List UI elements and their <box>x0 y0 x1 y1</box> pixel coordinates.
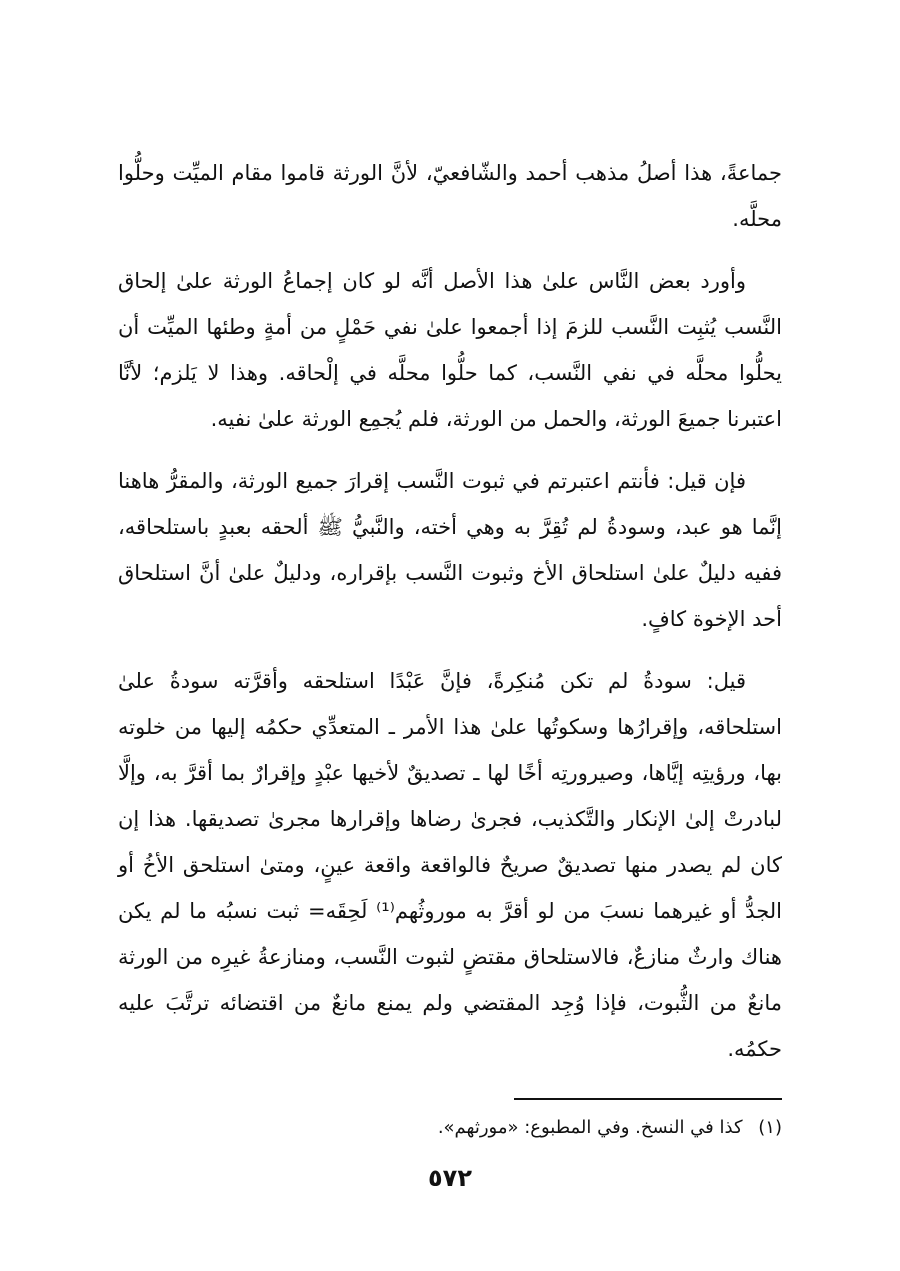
main-text <box>118 150 782 1072</box>
footnote-text: كذا في النسخ. وفي المطبوع: «مورثهم». <box>437 1117 743 1138</box>
footnote <box>118 1112 782 1144</box>
paragraph-3: فإن قيل: فأنتم اعتبرتم في ثبوت النَّسب إقرارَ جميع الورثة، والمقرُّ هاهنا إنَّما هو عبد، وسودةُ لم تُقِرَّ به وهي أخته، والنَّبيُّ ﷺ ألحقه بعبدٍ باستلحاقه، ففيه دليلٌ علىٰ استلحاق الأخ وثبوت النَّسب بإقراره، ودليلٌ علىٰ أنَّ استلحاق أحد الإخوة كافٍ. <box>118 469 782 631</box>
page-number: ٥٧٢ <box>428 1164 472 1192</box>
paragraph-4: قيل: سودةُ لم تكن مُنكِرةً، فإنَّ عَبْدًا استلحقه وأقرَّته سودةُ علىٰ استلحاقه، وإقرارُها وسكوتُها علىٰ هذا الأمر ـ المتعدِّي حكمُه إليها من خلوته بها، ورؤيتِه إيَّاها، وصيرورتِه أخًا لها ـ تصديقٌ لأخيها عبْدٍ وإقرارٌ بما أقرَّ به، وإلَّا لبادرتْ إلىٰ الإنكار والتَّكذيب، فجرىٰ رضاها وإقرارها مجرىٰ تصديقها. هذا إن كان لم يصدر منها تصديقٌ صريحٌ فالواقعة واقعة عينٍ، ومتىٰ استلحق الأخُ أو الجدُّ أو غيرهما نسبَ من لو أقرَّ به موروثُهم⁽¹⁾ لَحِقَه= ثبت نسبُه ما لم يكن هناك وارثٌ منازعٌ، فالاستلحاق مقتضٍ لثبوت النَّسب، ومنازعةُ غيرِه من الورثة مانعٌ من الثُّبوت، فإذا وُجِد المقتضي ولم يمنع مانعٌ من اقتضائه ترتَّبَ عليه حكمُه. <box>118 669 782 1061</box>
paragraph-1: جماعةً، هذا أصلُ مذهب أحمد والشّافعيّ، لأنَّ الورثة قاموا مقام الميِّت وحلُّوا محلَّه. <box>118 161 782 231</box>
footnote-divider <box>514 1098 782 1100</box>
paragraph-2: وأورد بعض النَّاس علىٰ هذا الأصل أنَّه لو كان إجماعُ الورثة علىٰ إلحاق النَّسب يُثبِت النَّسب للزمَ إذا أجمعوا علىٰ نفي حَمْلٍ من أمةٍ وطئها الميِّت أن يحلُّوا محلَّه في نفي النَّسب، كما حلُّوا محلَّه في إلْحاقه. وهذا لا يَلزم؛ لأنَّا اعتبرنا جميعَ الورثة، والحمل من الورثة، فلم يُجمِع الورثة علىٰ نفيه. <box>118 269 782 431</box>
footnote-number: (١) <box>758 1117 782 1138</box>
